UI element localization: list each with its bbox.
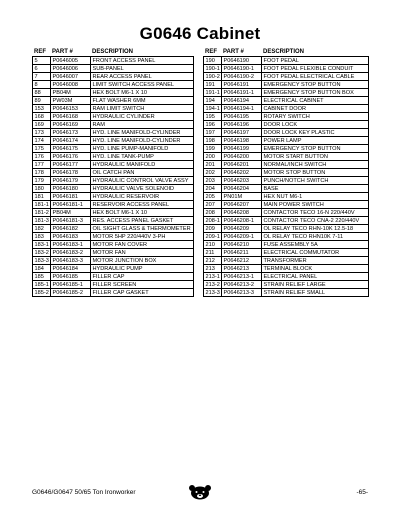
table-row bbox=[204, 81, 369, 89]
table-row bbox=[204, 193, 369, 201]
table-row bbox=[33, 57, 194, 65]
ref-cell: 174 bbox=[33, 137, 51, 145]
ref-cell: 190-1 bbox=[205, 65, 220, 72]
table-row bbox=[33, 121, 194, 129]
part-number-cell: P0646190 bbox=[222, 57, 262, 65]
table-row bbox=[33, 193, 194, 201]
table-row bbox=[204, 281, 369, 289]
table-row bbox=[204, 105, 369, 113]
table-row bbox=[33, 129, 194, 137]
ref-cell: 213-3 bbox=[205, 289, 220, 296]
ref-cell: 209 bbox=[204, 225, 222, 233]
description-cell: RAM bbox=[91, 121, 194, 129]
description-cell: HYD. LINE MANIFOLD-CYLINDER bbox=[91, 137, 194, 145]
part-number-cell: P0646213-2 bbox=[222, 281, 262, 289]
description-cell: OL RELAY TECO RHN-10K 12.5-18 bbox=[262, 225, 369, 233]
part-number-cell: P0646005 bbox=[51, 57, 91, 65]
footer-page-number: -65- bbox=[356, 489, 368, 496]
part-number-cell: P0646008 bbox=[51, 81, 91, 89]
description-cell: FLAT WASHER 6MM bbox=[91, 97, 194, 105]
description-cell: MOTOR STOP BUTTON bbox=[262, 169, 369, 177]
ref-cell: 185 bbox=[33, 273, 51, 281]
table-row bbox=[33, 81, 194, 89]
table-row bbox=[204, 217, 369, 225]
table-row bbox=[204, 273, 369, 281]
description-cell: HYDRAULIC VALVE SOLENOID bbox=[91, 185, 194, 193]
description-cell: EMERGENCY STOP BUTTON BOX bbox=[262, 89, 369, 97]
ref-cell: 191-1 bbox=[205, 89, 220, 96]
table-row bbox=[33, 169, 194, 177]
description-cell: NORMAL/INCH SWITCH bbox=[262, 161, 369, 169]
description-cell: OIL SIGHT GLASS & THERMOMETER bbox=[91, 225, 194, 233]
ref-cell: 190-2 bbox=[205, 73, 220, 80]
part-number-cell: PB04M bbox=[51, 209, 91, 217]
description-cell: HYD. LINE PUMP-MANIFOLD bbox=[91, 145, 194, 153]
column-header-description: DESCRIPTION bbox=[91, 47, 194, 57]
ref-cell: 177 bbox=[33, 161, 51, 169]
table-row bbox=[204, 145, 369, 153]
table-row bbox=[204, 137, 369, 145]
ref-cell: 197 bbox=[204, 129, 222, 137]
description-cell: POWER LAMP bbox=[262, 137, 369, 145]
part-number-cell: P0646194 bbox=[222, 97, 262, 105]
description-cell: RESERVOIR ACCESS PANEL bbox=[91, 201, 194, 209]
description-cell: BASE bbox=[262, 185, 369, 193]
footer-model-text: G0646/G0647 50/65 Ton Ironworker bbox=[32, 489, 136, 496]
ref-cell: 185-2 bbox=[34, 289, 49, 296]
ref-cell: 205 bbox=[204, 193, 222, 201]
part-number-cell: P0646185-2 bbox=[51, 289, 91, 297]
table-row bbox=[204, 201, 369, 209]
ref-cell: 212 bbox=[204, 257, 222, 265]
part-number-cell: P0646212 bbox=[222, 257, 262, 265]
table-row bbox=[33, 265, 194, 273]
ref-cell: 183 bbox=[33, 233, 51, 241]
table-row bbox=[204, 257, 369, 265]
ref-cell: 178 bbox=[33, 169, 51, 177]
table-row bbox=[204, 249, 369, 257]
table-row bbox=[204, 241, 369, 249]
table-row bbox=[33, 145, 194, 153]
ref-cell: 210 bbox=[204, 241, 222, 249]
table-row bbox=[33, 257, 194, 265]
table-row bbox=[204, 121, 369, 129]
description-cell: ELECTRICAL PANEL bbox=[262, 273, 369, 281]
part-number-cell: P0646208-1 bbox=[222, 217, 262, 225]
column-header-ref: REF bbox=[204, 47, 222, 57]
ref-cell: 201 bbox=[204, 161, 222, 169]
ref-cell: 179 bbox=[33, 177, 51, 185]
description-cell: OIL CATCH PAN bbox=[91, 169, 194, 177]
table-row bbox=[33, 241, 194, 249]
part-number-cell: P0646177 bbox=[51, 161, 91, 169]
table-row bbox=[33, 233, 194, 241]
description-cell: DOOR LOCK KEY PLASTIC bbox=[262, 129, 369, 137]
ref-cell: 194-1 bbox=[205, 105, 220, 112]
description-cell: MOTOR 5HP 220/440V 3-PH bbox=[91, 233, 194, 241]
table-row bbox=[33, 113, 194, 121]
part-number-cell: P0646196 bbox=[222, 121, 262, 129]
part-number-cell: P0646191-1 bbox=[222, 89, 262, 97]
ref-cell: 203 bbox=[204, 177, 222, 185]
part-number-cell: PW03M bbox=[51, 97, 91, 105]
table-row bbox=[204, 113, 369, 121]
column-header-part: PART # bbox=[51, 47, 91, 57]
part-number-cell: P0646006 bbox=[51, 65, 91, 73]
table-row bbox=[204, 177, 369, 185]
description-cell: HEX NUT M6-1 bbox=[262, 193, 369, 201]
description-cell: FOOT PEDAL FLEXIBLE CONDUIT bbox=[262, 65, 369, 73]
part-number-cell: P0646168 bbox=[51, 113, 91, 121]
part-number-cell: P0646176 bbox=[51, 153, 91, 161]
table-row bbox=[204, 265, 369, 273]
ref-cell: 213-2 bbox=[205, 281, 220, 288]
part-number-cell: P0646185-1 bbox=[51, 281, 91, 289]
description-cell: HYDRAULIC MANIFOLD bbox=[91, 161, 194, 169]
ref-cell: 208-1 bbox=[205, 217, 220, 224]
table-header-row bbox=[204, 47, 369, 57]
ref-cell: 5 bbox=[33, 57, 51, 65]
ref-cell: 175 bbox=[33, 145, 51, 153]
description-cell: SUB-PANEL bbox=[91, 65, 194, 73]
description-cell: EMERGENCY STOP BUTTON bbox=[262, 145, 369, 153]
description-cell: FILLER SCREEN bbox=[91, 281, 194, 289]
part-number-cell: P0646201 bbox=[222, 161, 262, 169]
part-number-cell: P0646213 bbox=[222, 265, 262, 273]
table-row bbox=[204, 65, 369, 73]
table-header-row bbox=[33, 47, 194, 57]
part-number-cell: PB04M bbox=[51, 89, 91, 97]
description-cell: CABINET DOOR bbox=[262, 105, 369, 113]
description-cell: ROTARY SWITCH bbox=[262, 113, 369, 121]
ref-cell: 213 bbox=[204, 265, 222, 273]
table-row bbox=[204, 161, 369, 169]
table-row bbox=[204, 233, 369, 241]
ref-cell: 183-2 bbox=[34, 249, 49, 256]
description-cell: HYDRAULIC RESERVOIR bbox=[91, 193, 194, 201]
description-cell: OL RELAY TECO RHN10K 7-11 bbox=[262, 233, 369, 241]
description-cell: HYDRAULIC CYLINDER bbox=[91, 113, 194, 121]
description-cell: HYD. LINE TANK-PUMP bbox=[91, 153, 194, 161]
description-cell: STRAIN RELIEF SMALL bbox=[262, 289, 369, 297]
table-row bbox=[33, 105, 194, 113]
table-row bbox=[33, 177, 194, 185]
ref-cell: 199 bbox=[204, 145, 222, 153]
description-cell: PUNCH/NOTCH SWITCH bbox=[262, 177, 369, 185]
table-row bbox=[33, 153, 194, 161]
description-cell: RAM LIMIT SWITCH bbox=[91, 105, 194, 113]
description-cell: REAR ACCESS PANEL bbox=[91, 73, 194, 81]
part-number-cell: P0646213-1 bbox=[222, 273, 262, 281]
part-number-cell: P0646007 bbox=[51, 73, 91, 81]
description-cell: FUSE ASSEMBLY 5A bbox=[262, 241, 369, 249]
description-cell: ELECTRICAL COMMUTATOR bbox=[262, 249, 369, 257]
ref-cell: 169 bbox=[33, 121, 51, 129]
part-number-cell: P0646185 bbox=[51, 273, 91, 281]
description-cell: HEX BOLT M6-1 X 10 bbox=[91, 209, 194, 217]
ref-cell: 153 bbox=[33, 105, 51, 113]
column-header-description: DESCRIPTION bbox=[262, 47, 369, 57]
parts-table-right bbox=[203, 47, 369, 297]
column-header-part: PART # bbox=[222, 47, 262, 57]
ref-cell: 6 bbox=[33, 65, 51, 73]
table-row bbox=[33, 161, 194, 169]
part-number-cell: P0646202 bbox=[222, 169, 262, 177]
ref-cell: 181 bbox=[33, 193, 51, 201]
part-number-cell: P0646181-3 bbox=[51, 217, 91, 225]
part-number-cell: P0646197 bbox=[222, 129, 262, 137]
ref-cell: 196 bbox=[204, 121, 222, 129]
description-cell: HEX BOLT M6-1 X 10 bbox=[91, 89, 194, 97]
part-number-cell: P0646195 bbox=[222, 113, 262, 121]
description-cell: ELECTRICAL CABINET bbox=[262, 97, 369, 105]
part-number-cell: P0646211 bbox=[222, 249, 262, 257]
description-cell: DOOR LOCK bbox=[262, 121, 369, 129]
description-cell: MOTOR JUNCTION BOX bbox=[91, 257, 194, 265]
description-cell: FILLER CAP GASKET bbox=[91, 289, 194, 297]
ref-cell: 190 bbox=[204, 57, 222, 65]
table-row bbox=[204, 169, 369, 177]
ref-cell: 183-1 bbox=[34, 241, 49, 248]
part-number-cell: P0646153 bbox=[51, 105, 91, 113]
ref-cell: 191 bbox=[204, 81, 222, 89]
description-cell: HYD. LINE MANIFOLD-CYLINDER bbox=[91, 129, 194, 137]
part-number-cell: P0646181 bbox=[51, 193, 91, 201]
table-row bbox=[204, 73, 369, 81]
description-cell: HYDRAULIC PUMP bbox=[91, 265, 194, 273]
table-row bbox=[204, 89, 369, 97]
part-number-cell: P0646200 bbox=[222, 153, 262, 161]
part-number-cell: P0646209 bbox=[222, 225, 262, 233]
part-number-cell: P0646207 bbox=[222, 201, 262, 209]
ref-cell: 181-2 bbox=[34, 209, 49, 216]
table-row bbox=[33, 89, 194, 97]
ref-cell: 168 bbox=[33, 113, 51, 121]
part-number-cell: P0646169 bbox=[51, 121, 91, 129]
part-number-cell: P0646208 bbox=[222, 209, 262, 217]
ref-cell: 184 bbox=[33, 265, 51, 273]
table-row bbox=[33, 281, 194, 289]
ref-cell: 200 bbox=[204, 153, 222, 161]
table-row bbox=[204, 209, 369, 217]
ref-cell: 195 bbox=[204, 113, 222, 121]
description-cell: TERMINAL BLOCK bbox=[262, 265, 369, 273]
ref-cell: 89 bbox=[33, 97, 51, 105]
table-row bbox=[204, 129, 369, 137]
part-number-cell: P0646198 bbox=[222, 137, 262, 145]
table-row bbox=[33, 185, 194, 193]
ref-cell: 176 bbox=[33, 153, 51, 161]
part-number-cell: P0646210 bbox=[222, 241, 262, 249]
table-row bbox=[33, 225, 194, 233]
ref-cell: 7 bbox=[33, 73, 51, 81]
part-number-cell: PN01M bbox=[222, 193, 262, 201]
description-cell: FILLER CAP bbox=[91, 273, 194, 281]
description-cell: MOTOR FAN COVER bbox=[91, 241, 194, 249]
description-cell: MOTOR FAN bbox=[91, 249, 194, 257]
ref-cell: 181-3 bbox=[34, 217, 49, 224]
description-cell: MAIN POWER SWITCH bbox=[262, 201, 369, 209]
table-row bbox=[33, 273, 194, 281]
column-header-ref: REF bbox=[33, 47, 51, 57]
table-row bbox=[33, 201, 194, 209]
ref-cell: 213-1 bbox=[205, 273, 220, 280]
ref-cell: 185-1 bbox=[34, 281, 49, 288]
description-cell: HYDRAULIC CONTROL VALVE ASSY bbox=[91, 177, 194, 185]
part-number-cell: P0646204 bbox=[222, 185, 262, 193]
part-number-cell: P0646194-1 bbox=[222, 105, 262, 113]
table-row bbox=[204, 289, 369, 297]
table-row bbox=[33, 65, 194, 73]
part-number-cell: P0646190-1 bbox=[222, 65, 262, 73]
description-cell: MOTOR START BUTTON bbox=[262, 153, 369, 161]
ref-cell: 180 bbox=[33, 185, 51, 193]
part-number-cell: P0646180 bbox=[51, 185, 91, 193]
ref-cell: 211 bbox=[204, 249, 222, 257]
ref-cell: 202 bbox=[204, 169, 222, 177]
part-number-cell: P0646179 bbox=[51, 177, 91, 185]
part-number-cell: P0646209-1 bbox=[222, 233, 262, 241]
ref-cell: 204 bbox=[204, 185, 222, 193]
description-cell: TRANSFORMER bbox=[262, 257, 369, 265]
part-number-cell: P0646174 bbox=[51, 137, 91, 145]
part-number-cell: P0646183-1 bbox=[51, 241, 91, 249]
table-row bbox=[33, 73, 194, 81]
page-title: G0646 Cabinet bbox=[139, 24, 261, 43]
table-row bbox=[204, 185, 369, 193]
description-cell: FOOT PEDAL ELECTRICAL CABLE bbox=[262, 73, 369, 81]
description-cell: FRONT ACCESS PANEL bbox=[91, 57, 194, 65]
table-row bbox=[33, 289, 194, 297]
part-number-cell: P0646178 bbox=[51, 169, 91, 177]
description-cell: FOOT PEDAL bbox=[262, 57, 369, 65]
description-cell: RES. ACCESS PANEL GASKET bbox=[91, 217, 194, 225]
part-number-cell: P0646182 bbox=[51, 225, 91, 233]
part-number-cell: P0646191 bbox=[222, 81, 262, 89]
table-row bbox=[204, 97, 369, 105]
part-number-cell: P0646203 bbox=[222, 177, 262, 185]
bear-head-logo-icon bbox=[187, 484, 213, 500]
part-number-cell: P0646190-2 bbox=[222, 73, 262, 81]
description-cell: CONTACTOR TECO 16-N 220/440V bbox=[262, 209, 369, 217]
part-number-cell: P0646199 bbox=[222, 145, 262, 153]
parts-table-left bbox=[32, 47, 194, 297]
part-number-cell: P0646213-3 bbox=[222, 289, 262, 297]
ref-cell: 173 bbox=[33, 129, 51, 137]
ref-cell: 207 bbox=[204, 201, 222, 209]
part-number-cell: P0646183 bbox=[51, 233, 91, 241]
ref-cell: 198 bbox=[204, 137, 222, 145]
table-row bbox=[33, 217, 194, 225]
description-cell: LIMIT SWITCH ACCESS PANEL bbox=[91, 81, 194, 89]
ref-cell: 182 bbox=[33, 225, 51, 233]
part-number-cell: P0646181-1 bbox=[51, 201, 91, 209]
ref-cell: 194 bbox=[204, 97, 222, 105]
table-row bbox=[204, 57, 369, 65]
part-number-cell: P0646173 bbox=[51, 129, 91, 137]
ref-cell: 8 bbox=[33, 81, 51, 89]
ref-cell: 181-1 bbox=[34, 201, 49, 208]
table-row bbox=[33, 249, 194, 257]
ref-cell: 208 bbox=[204, 209, 222, 217]
part-number-cell: P0646183-2 bbox=[51, 249, 91, 257]
part-number-cell: P0646183-3 bbox=[51, 257, 91, 265]
part-number-cell: P0646175 bbox=[51, 145, 91, 153]
description-cell: STRAIN RELIEF LARGE bbox=[262, 281, 369, 289]
table-row bbox=[33, 137, 194, 145]
table-row bbox=[33, 209, 194, 217]
part-number-cell: P0646184 bbox=[51, 265, 91, 273]
ref-cell: 183-3 bbox=[34, 257, 49, 264]
table-row bbox=[204, 153, 369, 161]
description-cell: CONTACTOR TECO CNA-2 220/440V bbox=[262, 217, 369, 225]
ref-cell: 88 bbox=[33, 89, 51, 97]
table-row bbox=[204, 225, 369, 233]
ref-cell: 209-1 bbox=[205, 233, 220, 240]
description-cell: EMERGENCY STOP BUTTON bbox=[262, 81, 369, 89]
table-row bbox=[33, 97, 194, 105]
